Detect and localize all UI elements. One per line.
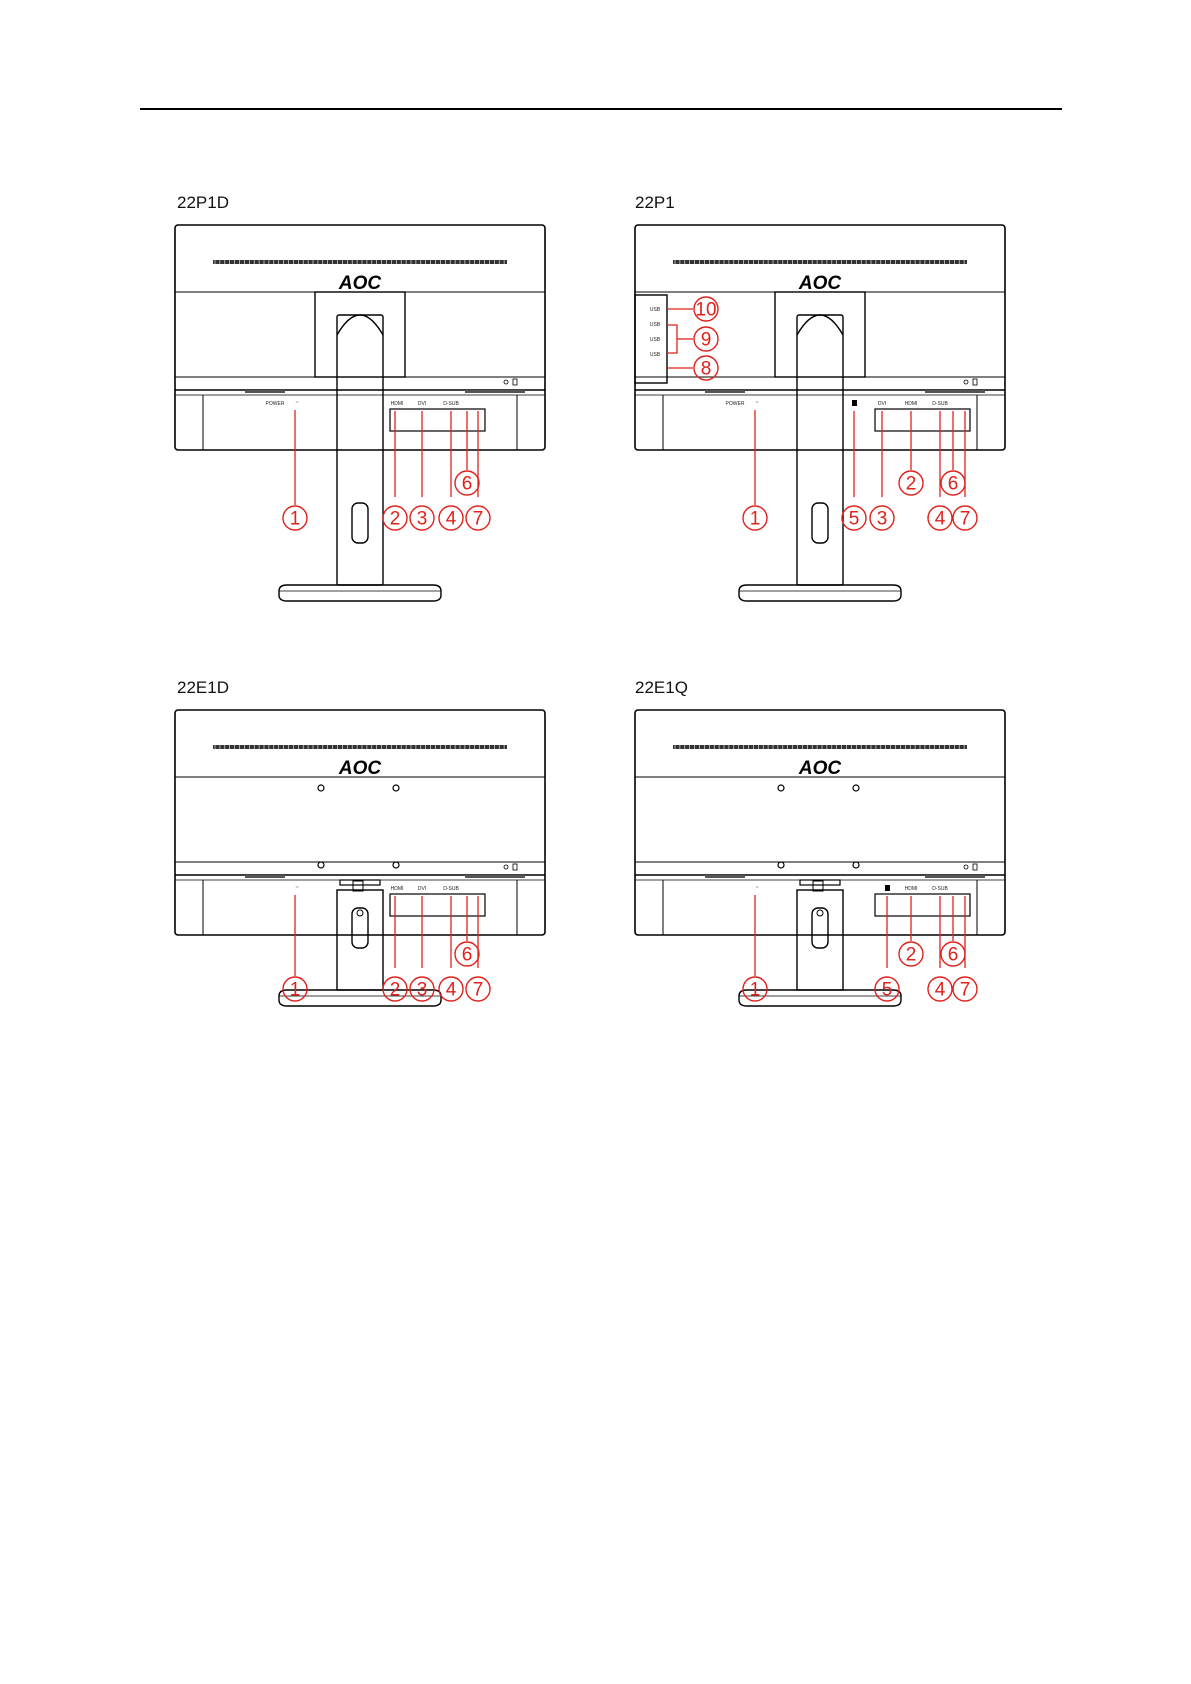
cable-slot	[812, 908, 828, 948]
dvi-label: DVI	[417, 886, 427, 892]
callout-number-6: 6	[461, 473, 473, 495]
outline-rect	[797, 890, 843, 990]
lock-icon	[513, 379, 517, 385]
dsub-label: D-SUB	[932, 886, 948, 892]
lower-vent	[705, 390, 745, 393]
lower-vent	[245, 875, 285, 878]
lower-vent	[245, 390, 285, 393]
outline-rect	[635, 710, 1005, 935]
power-label: POWER	[265, 401, 285, 407]
monitor-22E1Q	[635, 710, 1005, 1006]
vent-strip	[673, 260, 967, 264]
lock-icon	[513, 864, 517, 870]
usb-port-label: USB	[649, 322, 661, 328]
cable-hole	[817, 910, 823, 916]
callout-number-5: 5	[848, 508, 860, 530]
vent-strip	[213, 745, 507, 749]
outline-rect	[352, 503, 368, 543]
callout-number-2: 2	[905, 944, 917, 966]
lock-icon	[973, 864, 977, 870]
model-title-22E1Q: 22E1Q	[635, 678, 688, 697]
callout-number-7: 7	[959, 979, 971, 1001]
callout-number-1: 1	[749, 979, 761, 1001]
aoc-logo: AOC	[338, 273, 382, 294]
usb-port-label: USB	[649, 307, 661, 313]
model-title-22E1D: 22E1D	[177, 678, 229, 697]
vesa-hole	[318, 862, 324, 868]
hdmi-label: HDMI	[904, 401, 918, 407]
outline-rect	[175, 710, 545, 935]
pillar-top	[337, 315, 383, 335]
callout-number-2: 2	[905, 473, 917, 495]
dp-port	[885, 885, 890, 891]
vesa-hole	[318, 785, 324, 791]
usb-port-label: USB	[649, 352, 661, 358]
callout-number-7: 7	[472, 979, 484, 1001]
ac-label: ~	[295, 885, 299, 891]
outline-rect	[337, 890, 383, 990]
monitor-22P1D	[175, 225, 545, 601]
outline-rect	[315, 292, 405, 377]
outline-rect	[390, 894, 485, 916]
callout-number-3: 3	[876, 508, 888, 530]
vesa-hole	[778, 785, 784, 791]
lower-vent	[925, 875, 985, 878]
kensington-icon	[504, 380, 508, 384]
dsub-label: D-SUB	[932, 401, 948, 407]
monitor-22E1D	[175, 710, 545, 1006]
kensington-icon	[504, 865, 508, 869]
usb-port-label: USB	[649, 337, 661, 343]
callout-number-6: 6	[461, 944, 473, 966]
outline-rect	[875, 409, 970, 431]
dsub-label: D-SUB	[443, 886, 459, 892]
hdmi-label: HDMI	[904, 886, 918, 892]
ac-label: ~	[755, 400, 759, 406]
hdmi-label: HDMI	[390, 886, 404, 892]
aoc-logo: AOC	[798, 758, 842, 779]
outline-rect	[875, 894, 970, 916]
dvi-label: DVI	[877, 401, 887, 407]
lower-vent	[465, 390, 525, 393]
callout-number-4: 4	[445, 508, 457, 530]
vesa-hole	[853, 785, 859, 791]
outline-rect	[175, 225, 545, 450]
hdmi-label: HDMI	[390, 401, 404, 407]
dvi-label: DVI	[417, 401, 427, 407]
callout-number-7: 7	[472, 508, 484, 530]
vesa-hole	[393, 862, 399, 868]
callout-number-3: 3	[416, 979, 428, 1001]
callout-number-1: 1	[289, 979, 301, 1001]
kensington-icon	[964, 380, 968, 384]
lower-vent	[705, 875, 745, 878]
dp-port	[852, 400, 857, 406]
callout-number-7: 7	[959, 508, 971, 530]
callout-number-1: 1	[289, 508, 301, 530]
lower-vent	[925, 390, 985, 393]
pillar-top	[797, 315, 843, 335]
callout-number-4: 4	[934, 508, 946, 530]
callout-number-2: 2	[389, 979, 401, 1001]
vesa-hole	[853, 862, 859, 868]
callout-number-6: 6	[947, 944, 959, 966]
aoc-logo: AOC	[338, 758, 382, 779]
outline-rect	[390, 409, 485, 431]
outline-rect	[775, 292, 865, 377]
callout-number-8: 8	[700, 358, 712, 380]
lock-icon	[973, 379, 977, 385]
vesa-hole	[393, 785, 399, 791]
callout-number-9: 9	[700, 329, 712, 351]
aoc-logo: AOC	[798, 273, 842, 294]
stand-base	[739, 585, 901, 601]
vent-strip	[213, 260, 507, 264]
callout-number-4: 4	[445, 979, 457, 1001]
monitor-22P1	[635, 225, 1005, 601]
outline-rect	[812, 503, 828, 543]
callout-leader	[667, 325, 677, 353]
lower-vent	[465, 875, 525, 878]
stand-base	[279, 585, 441, 601]
ac-label: ~	[755, 885, 759, 891]
cable-hole	[357, 910, 363, 916]
model-title-22P1D: 22P1D	[177, 193, 229, 212]
callout-number-4: 4	[934, 979, 946, 1001]
kensington-icon	[964, 865, 968, 869]
power-label: POWER	[725, 401, 745, 407]
callout-number-6: 6	[947, 473, 959, 495]
cable-slot	[352, 908, 368, 948]
vesa-hole	[778, 862, 784, 868]
outline-rect	[635, 225, 1005, 450]
callout-number-5: 5	[881, 979, 893, 1001]
model-title-22P1: 22P1	[635, 193, 675, 212]
dsub-label: D-SUB	[443, 401, 459, 407]
callout-number-10: 10	[695, 299, 717, 321]
ac-label: ~	[295, 400, 299, 406]
vent-strip	[673, 745, 967, 749]
callout-number-3: 3	[416, 508, 428, 530]
callout-number-1: 1	[749, 508, 761, 530]
callout-number-2: 2	[389, 508, 401, 530]
